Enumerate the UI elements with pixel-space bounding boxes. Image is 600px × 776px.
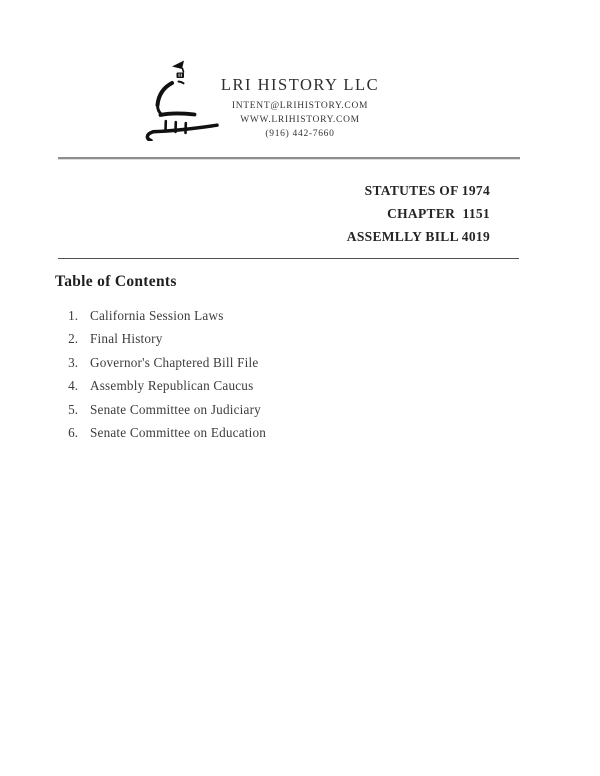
toc-item xyxy=(58,425,266,448)
toc-item-label: Governor's Chaptered Bill File xyxy=(90,354,259,370)
toc-item-label: Senate Committee on Judiciary xyxy=(90,401,261,417)
contact-phone: (916) 442-7660 xyxy=(265,129,335,140)
toc-item-number: 1. xyxy=(68,308,78,323)
case-line-chapter: CHAPTER 1151 xyxy=(387,206,490,222)
company-name: LRI HISTORY LLC xyxy=(220,75,380,94)
toc-item xyxy=(58,331,266,354)
toc-item-number: 6. xyxy=(68,424,78,440)
toc-item-label: California Session Laws xyxy=(90,308,224,323)
header-divider xyxy=(58,157,520,160)
case-info-block xyxy=(347,179,490,249)
toc-item xyxy=(58,402,266,425)
toc-item-number: 5. xyxy=(68,401,78,417)
toc-item xyxy=(58,308,266,331)
content-divider xyxy=(58,258,519,259)
toc-title: Table of Contents xyxy=(55,273,177,290)
toc-item xyxy=(58,355,266,378)
toc-item-number: 3. xyxy=(68,354,78,370)
contact-website: WWW.LRIHISTORY.COM xyxy=(240,115,360,126)
contact-email: INTENT@LRIHISTORY.COM xyxy=(231,101,369,111)
toc-item-label: Assembly Republican Caucus xyxy=(90,378,254,394)
toc-list xyxy=(58,308,266,448)
toc-item-label: Final History xyxy=(90,331,163,347)
toc-item-label: Senate Committee on Education xyxy=(90,424,267,440)
letterhead xyxy=(0,75,600,142)
case-line-statutes: STATUTES OF 1974 xyxy=(364,183,490,198)
toc-item-number: 4. xyxy=(68,378,78,394)
toc-item xyxy=(58,378,266,401)
case-line-bill: ASSEMLLY BILL 4019 xyxy=(346,229,490,245)
toc-item-number: 2. xyxy=(68,331,78,347)
